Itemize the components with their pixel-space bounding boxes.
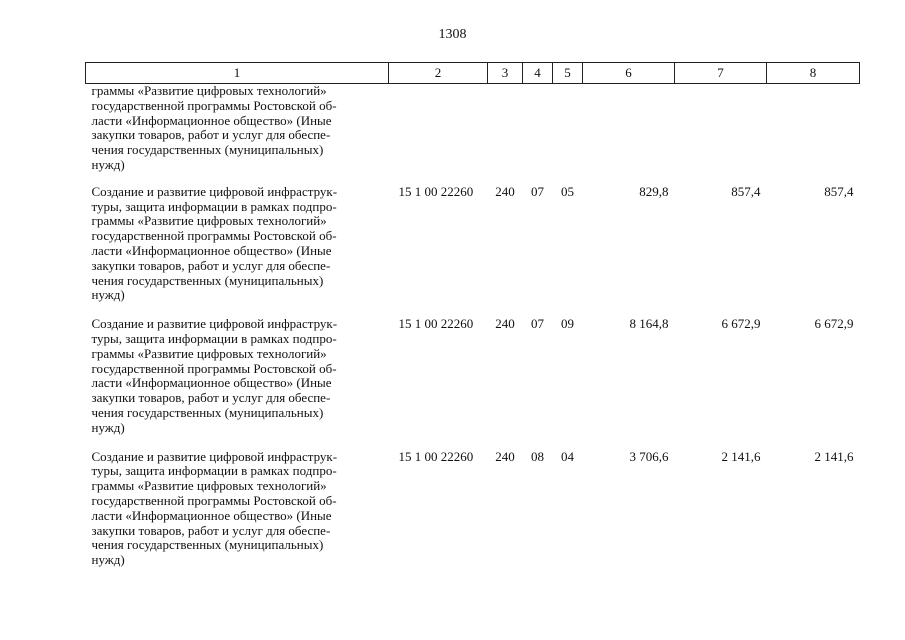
subsection-code: 09: [561, 316, 574, 332]
column-header: 6: [583, 63, 675, 84]
page-number: 1308: [438, 27, 467, 42]
description-line: Создание и развитие цифровой инфраструк-: [91, 448, 338, 464]
description-line: граммы «Развитие цифровых технологий»: [91, 478, 327, 494]
column-header: 4: [523, 63, 553, 84]
description-line: ласти «Информационное общество» (Иные: [91, 242, 332, 258]
target-article-code: 15 1 00 22260: [398, 183, 474, 199]
description-line: граммы «Развитие цифровых технологий»: [91, 213, 327, 229]
subsection-code: 04: [561, 448, 574, 464]
table-row: [86, 317, 860, 449]
description-line: чения государственных (муниципальных): [91, 404, 324, 420]
column-header: 3: [488, 63, 523, 84]
target-article-code: 15 1 00 22260: [398, 316, 474, 332]
section-code: 08: [531, 448, 544, 464]
table-row: [86, 450, 860, 568]
section-code: 07: [531, 183, 544, 199]
row-description: [86, 450, 389, 568]
description-line: ласти «Информационное общество» (Иные: [91, 507, 332, 523]
description-line: туры, защита информации в рамках подпро-: [91, 198, 337, 214]
description-line: нужд): [91, 552, 125, 568]
row-description: [86, 84, 389, 185]
column-header: 7: [675, 63, 767, 84]
description-line: нужд): [91, 419, 125, 435]
description-line: закупки товаров, работ и услуг для обеспе-: [91, 257, 331, 273]
description-line: нужд): [91, 287, 125, 303]
table-header: [86, 63, 860, 84]
amount-col-6: 829,8: [639, 183, 669, 199]
description-line: закупки товаров, работ и услуг для обеспе-: [91, 127, 331, 143]
description-line: государственной программы Ростовской об-: [91, 228, 337, 244]
description-line: туры, защита информации в рамках подпро-: [91, 330, 337, 346]
column-header: 1: [86, 63, 389, 84]
expense-type-code: 240: [495, 316, 515, 332]
description-line: чения государственных (муниципальных): [91, 142, 324, 158]
description-line: ласти «Информационное общество» (Иные: [91, 112, 332, 128]
amount-col-7: 2 141,6: [721, 448, 761, 464]
description-line: граммы «Развитие цифровых технологий»: [91, 345, 327, 361]
amount-col-8: 857,4: [824, 183, 854, 199]
amount-col-6: 3 706,6: [629, 448, 669, 464]
row-description: [86, 317, 389, 449]
description-line: закупки товаров, работ и услуг для обеспе-: [91, 390, 331, 406]
expense-type-code: 240: [495, 183, 515, 199]
description-line: государственной программы Ростовской об-: [91, 360, 337, 376]
description-line: Создание и развитие цифровой инфраструк-: [91, 183, 338, 199]
column-header: 2: [389, 63, 488, 84]
description-line: туры, защита информации в рамках подпро-: [91, 463, 337, 479]
amount-col-8: 2 141,6: [814, 448, 854, 464]
description-line: закупки товаров, работ и услуг для обеспе-: [91, 522, 331, 538]
budget-table: [85, 62, 860, 568]
column-header: 8: [767, 63, 860, 84]
subsection-code: 05: [561, 183, 574, 199]
description-line: Создание и развитие цифровой инфраструк-: [91, 316, 338, 332]
description-line: государственной программы Ростовской об-: [91, 492, 337, 508]
amount-col-7: 857,4: [731, 183, 761, 199]
amount-col-7: 6 672,9: [721, 316, 761, 332]
description-line: ласти «Информационное общество» (Иные: [91, 375, 332, 391]
description-line: нужд): [91, 156, 125, 172]
amount-col-8: 6 672,9: [814, 316, 854, 332]
description-line: государственной программы Ростовской об-: [91, 97, 337, 113]
section-code: 07: [531, 316, 544, 332]
table-row: [86, 185, 860, 317]
description-line: чения государственных (муниципальных): [91, 537, 324, 553]
row-description: [86, 185, 389, 317]
table-row-continuation: [86, 84, 860, 185]
target-article-code: 15 1 00 22260: [398, 448, 474, 464]
amount-col-6: 8 164,8: [629, 316, 669, 332]
expense-type-code: 240: [495, 448, 515, 464]
column-header: 5: [553, 63, 583, 84]
description-line: чения государственных (муниципальных): [91, 272, 324, 288]
description-line: граммы «Развитие цифровых технологий»: [91, 83, 327, 98]
